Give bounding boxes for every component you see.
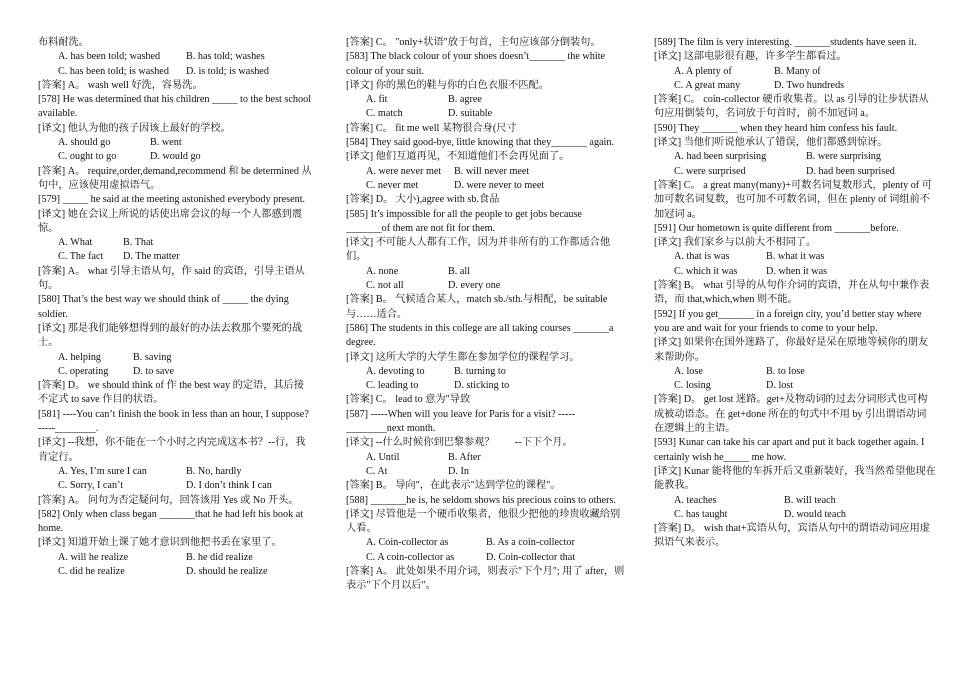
option-row	[654, 494, 936, 508]
text-line: [译文] 如果你在国外迷路了，你最好是呆在原地等候你的朋友来帮助你。	[654, 337, 929, 363]
option-right: D. Coin-collector that	[486, 551, 576, 563]
option-right: B. saving	[133, 351, 172, 363]
option-left: C. ought to go	[58, 151, 117, 163]
option-left: C. has taught	[674, 508, 728, 520]
option-left: A. will he realize	[58, 551, 129, 563]
option-row	[346, 107, 628, 121]
text-line: [586] The students in this college are all taking courses _______a degree.	[346, 322, 614, 349]
text-line: [译文] 你的黑色的鞋与你的白色衣服不匹配。	[346, 79, 549, 91]
option-left: A. were never met	[366, 165, 442, 177]
option-left: C. Sorry, I can’t	[58, 480, 124, 492]
text-line: [587] -----When will you leave for Paris for a visit? -----________next month.	[346, 408, 576, 435]
text-line: [588] _______he is, he seldom shows his precious coins to others.	[346, 494, 616, 506]
option-left: A. teaches	[674, 494, 717, 506]
text-line: [579] _____ he said at the meeting astonished everybody present.	[38, 194, 306, 206]
option-right: D. suitable	[448, 108, 493, 120]
column-right	[654, 36, 936, 551]
option-right: B. has told; washes	[186, 51, 265, 63]
option-row	[346, 451, 628, 465]
text-line: [译文] 这所大学的大学生都在参加学位的课程学习。	[346, 351, 580, 363]
text-line: [答案] A。 wash well 好洗，容易洗。	[38, 79, 203, 91]
option-left: A. fit	[366, 94, 388, 106]
option-row	[346, 536, 628, 550]
text-line: [答案] D。 大小),agree with sb.食品	[346, 194, 500, 206]
option-right: D. The matter	[123, 251, 180, 263]
text-line: [译文] 我们家乡与以前大不相同了。	[654, 237, 817, 249]
option-row	[38, 351, 313, 365]
option-left: C. leading to	[366, 380, 419, 392]
option-row	[346, 279, 628, 293]
text-line: [591] Our hometown is quite different from _______before.	[654, 222, 899, 234]
option-left: C. did he realize	[58, 565, 125, 577]
option-left: C. operating	[58, 365, 109, 377]
option-row	[38, 136, 313, 150]
text-line: [答案] C。 fit me well 某物很合身(尺寸	[346, 122, 517, 134]
option-left: A. Yes, I’m sure I can	[58, 465, 147, 477]
option-right: B. As a coin-collector	[486, 537, 575, 549]
text-line: [585] It’s impossible for all the people to get jobs because _______of them are not fit for them.	[346, 208, 582, 234]
text-line: [答案] D。 wish that+宾语从句，宾语从句中的谓语动词应用虚拟语气来表示。	[654, 523, 930, 549]
text-line: [593] Kunar can take his car apart and put it back together again. I certainly wish he_____ me how.	[654, 437, 925, 463]
option-right: D. sticking to	[454, 380, 510, 392]
text-line: [答案] D。 get lost 迷路。get+及物动词的过去分词形式也可构成被动语态。在 get+done 所在的句式中不用 by 引出谓语动词在逻辑上的主语。	[654, 394, 928, 435]
column-middle	[346, 36, 628, 594]
option-left: C. match	[366, 108, 403, 120]
option-left: C. A great many	[674, 79, 741, 91]
text-line: [译文] --我想，你不能在一个小时之内完成这本书？--行，我肯定行。	[38, 437, 306, 463]
option-left: A. lose	[674, 365, 703, 377]
option-row	[654, 165, 936, 179]
text-line: [答案] C。 coin-collector 硬币收集者。以 as 引导的让步状语从句应用倒装句，名词放于句首时，前不加冠词 a。	[654, 94, 929, 120]
option-row	[38, 236, 313, 250]
option-right: B. turning to	[454, 365, 506, 377]
text-line: [584] They said good-bye, little knowing that they_______ again.	[346, 137, 615, 149]
option-row	[654, 150, 936, 164]
option-row	[654, 379, 936, 393]
option-right: D. should he realize	[186, 565, 268, 577]
option-row	[38, 150, 313, 164]
option-row	[346, 551, 628, 565]
option-left: A. that is was	[674, 251, 730, 263]
text-line: [589] The film is very interesting. _______students have seen it.	[654, 37, 917, 48]
text-line: [译文] 这部电影很有趣，许多学生都看过。	[654, 51, 847, 63]
option-left: A. had been surprising	[674, 151, 767, 163]
option-right: B. will teach	[784, 494, 836, 506]
text-line: [582] Only when class began _______that he had left his book at home.	[38, 508, 304, 535]
text-line: [583] The black colour of your shoes doesn’t_______ the white colour of your suit.	[346, 51, 606, 77]
option-row	[346, 165, 628, 179]
text-line: [译文] 知道开始上课了她才意识到他把书丢在家里了。	[38, 537, 282, 549]
text-line: [译文] 他们互道再见，不知道他们不会再见面了。	[346, 151, 570, 163]
option-right: D. would teach	[784, 508, 846, 520]
option-left: C. losing	[674, 380, 711, 392]
option-row	[654, 65, 936, 79]
text-line: [578] He was determined that his children _____ to the best school available.	[38, 94, 312, 120]
option-left: C. has been told; is washed	[58, 65, 169, 77]
option-right: D. In	[448, 465, 469, 477]
option-left: A. devoting to	[366, 365, 425, 377]
option-left: C. were surprised	[674, 165, 746, 177]
option-row	[38, 465, 313, 479]
text-line: 布料耐洗。	[38, 37, 89, 48]
option-right: B. After	[448, 451, 481, 463]
text-line: [581] ----You can’t finish the book in less than an hour, I suppose? -----________.	[38, 408, 309, 435]
option-right: B. will never meet	[454, 165, 530, 177]
text-line: [译文] 他认为他的孩子因该上最好的学校。	[38, 122, 231, 134]
text-line: [590] They _______ when they heard him confess his fault.	[654, 122, 898, 134]
text-line: [译文] 尽管他是一个硬币收集者，他很少把他的珍贵收藏给别人看。	[346, 508, 621, 535]
option-right: D. lost	[766, 380, 794, 392]
option-left: A. none	[366, 265, 399, 277]
option-row	[654, 250, 936, 264]
option-right: B. what it was	[766, 251, 825, 263]
text-line: [答案] A。 require,order,demand,recommend 和 be determined 从句中，应该使用虚拟语气。	[38, 165, 312, 191]
text-line: [答案] B。 气候适合某人，match sb./sth.与相配，be suitable 与……适合。	[346, 294, 608, 320]
option-right: D. Two hundreds	[774, 79, 845, 91]
option-left: C. A coin-collector as	[366, 551, 455, 563]
text-line: [答案] A。 what 引导主语从句，作 said 的宾语，引导主语从句。	[38, 265, 305, 292]
text-line: [答案] A。 此处如果不用介词，则表示"下个月"; 用了 after，则表示"下个月以后"。	[346, 565, 625, 592]
option-row	[654, 508, 936, 522]
option-right: D. were never to meet	[454, 179, 545, 191]
option-left: C. At	[366, 465, 388, 477]
text-line: [译文] 那是我们能够想得到的最好的办法去救那个要死的战士。	[38, 322, 303, 349]
option-left: A. Coin-collector as	[366, 537, 449, 549]
text-line: [答案] C。 lead to 意为"导致	[346, 394, 471, 406]
option-left: A. What	[58, 237, 93, 249]
column-left	[38, 36, 313, 579]
option-row	[38, 551, 313, 565]
text-line: [答案] C。 "only+状语"放于句首，主句应该部分倒装句。	[346, 37, 601, 48]
text-line: [答案] C。 a great many(many)+可数名词复数形式，plenty of 可加可数名词复数，也可加不可数名词，但在 plenty of 词组前不加冠词 a。	[654, 179, 932, 220]
option-left: A. has been told; washed	[58, 51, 161, 63]
option-right: D. every one	[448, 280, 501, 292]
option-right: D. had been surprised	[806, 165, 895, 177]
option-row	[38, 479, 313, 493]
option-right: B. That	[123, 237, 154, 249]
option-left: C. never met	[366, 179, 419, 191]
text-line: [译文] 不可能人人都有工作，因为并非所有的工作都适合他们。	[346, 237, 611, 263]
text-line: [答案] A。 问句为否定疑问句，回答该用 Yes 或 No 开头。	[38, 494, 299, 506]
option-row	[38, 50, 313, 64]
option-row	[38, 365, 313, 379]
text-line: [答案] B。 what 引导的从句作介词的宾语，并在从句中兼作表语，而 that,which,when 则不能。	[654, 280, 930, 306]
option-right: B. agree	[448, 94, 482, 106]
option-right: B. he did realize	[186, 551, 253, 563]
text-line: [592] If you get_______ in a foreign city, you’d better stay where you are and wait for your friends to come to your help.	[654, 308, 922, 334]
option-left: A. helping	[58, 351, 102, 363]
option-left: C. which it was	[674, 265, 738, 277]
option-row	[654, 365, 936, 379]
option-left: A. A plenty of	[674, 65, 732, 77]
text-line: [译文] 当他们听说他承认了错误，他们都感到惊讶。	[654, 137, 888, 149]
option-row	[346, 379, 628, 393]
option-right: D. is told; is washed	[186, 65, 269, 77]
text-line: [580] That’s the best way we should think of _____ the dying soldier.	[38, 294, 289, 320]
option-right: B. all	[448, 265, 471, 277]
option-row	[346, 465, 628, 479]
option-row	[654, 265, 936, 279]
text-line: [答案] D。 we should think of 作 the best way 的定语，其后接不定式 to save 作目的状语。	[38, 380, 304, 406]
text-line: [译文] 她在会议上所说的话使出席会议的每一个人都感到震惊。	[38, 208, 303, 234]
option-row	[38, 65, 313, 79]
option-right: D. when it was	[766, 265, 828, 277]
text-line: [译文] Kunar 能将他的车拆开后又重新装好，我当然希望他现在能教我。	[654, 465, 936, 492]
option-row	[38, 250, 313, 264]
text-line: [答案] B。 导向"，在此表示"达到学位的课程"。	[346, 480, 561, 492]
option-row	[346, 365, 628, 379]
option-right: B. Many of	[774, 65, 821, 77]
option-right: B. were surprising	[806, 151, 881, 163]
option-row	[654, 79, 936, 93]
option-left: A. should go	[58, 137, 111, 149]
option-row	[346, 93, 628, 107]
option-row	[38, 565, 313, 579]
option-left: C. not all	[366, 280, 404, 292]
option-right: D. to save	[133, 365, 175, 377]
option-row	[346, 179, 628, 193]
option-right: D. would go	[150, 151, 201, 163]
option-left: A. Until	[366, 451, 400, 463]
option-right: D. I don’t think I can	[186, 480, 272, 492]
option-left: C. The fact	[58, 251, 104, 263]
text-line: [译文] --什么时候你到巴黎参观？ --下下个月。	[346, 437, 573, 449]
option-right: B. No, hardly	[186, 465, 242, 477]
option-right: B. went	[150, 137, 182, 149]
option-row	[346, 265, 628, 279]
option-right: B. to lose	[766, 365, 805, 377]
